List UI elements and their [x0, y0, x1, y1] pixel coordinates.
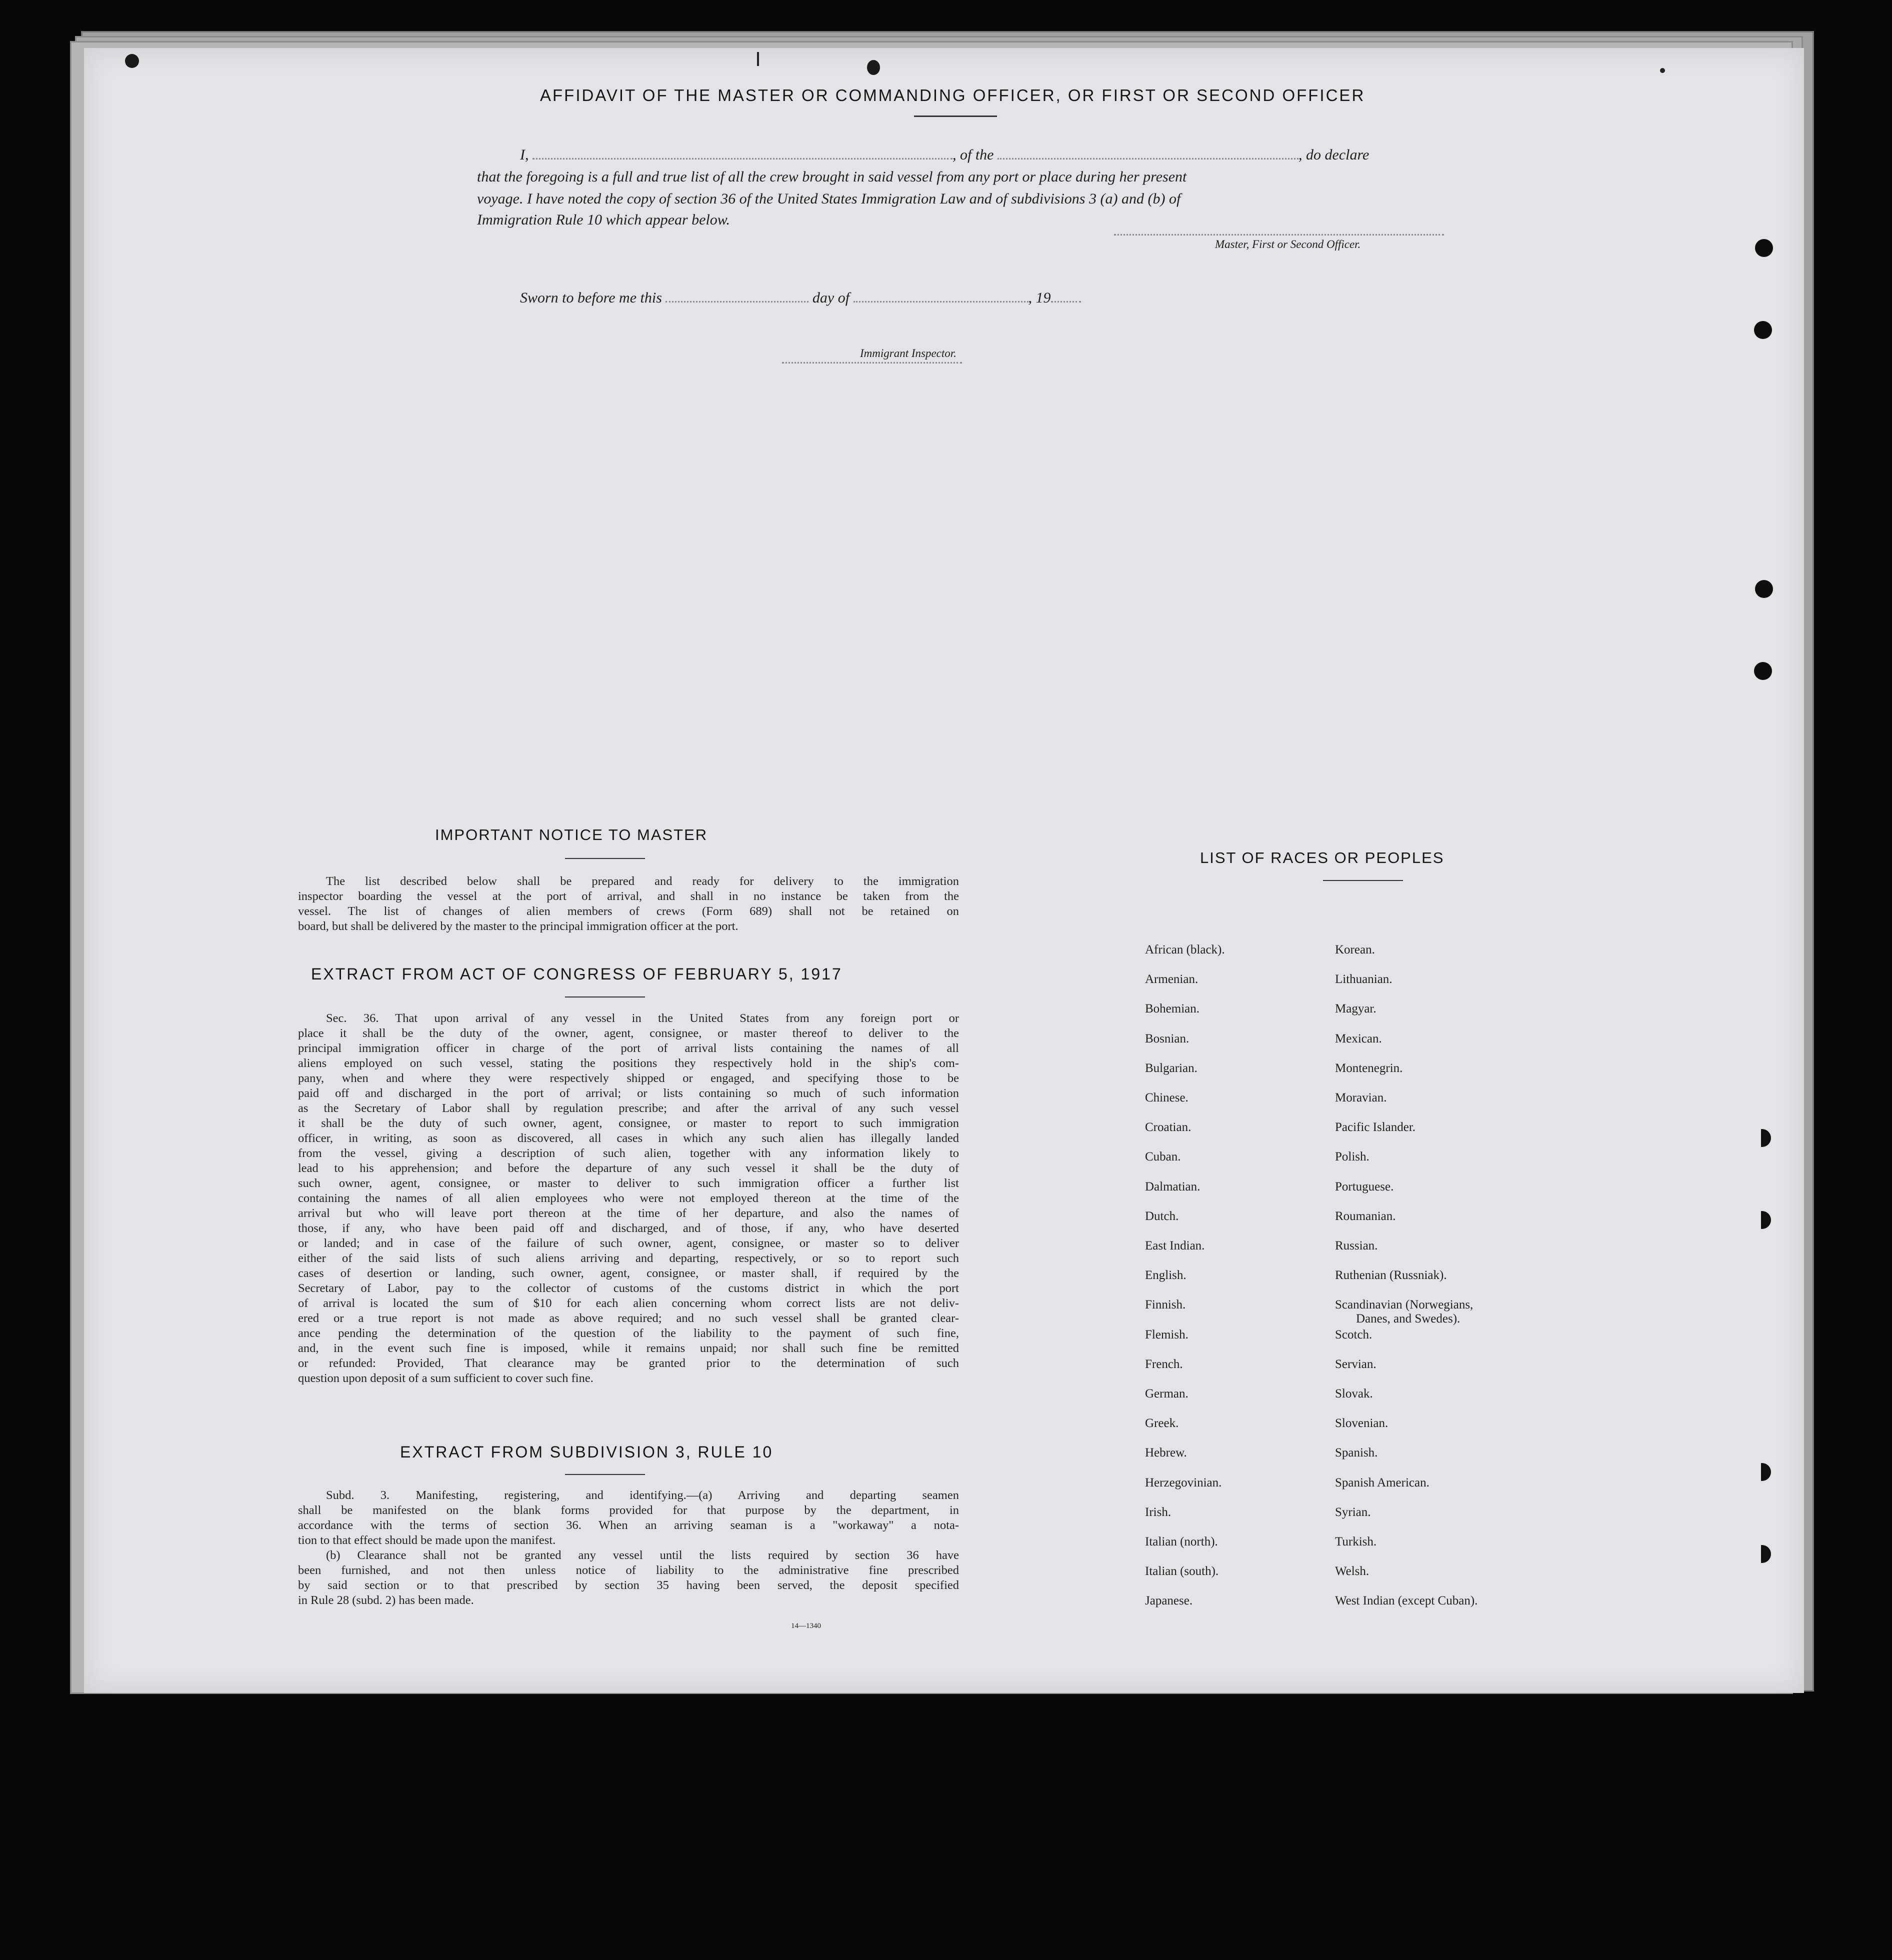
rule-line: been furnished, and not then unless notice of liability to the administrative fine prescribed: [298, 1564, 959, 1577]
scan-artifact: [1660, 68, 1665, 73]
race-item: Slovak.: [1335, 1387, 1373, 1400]
race-item: Croatian.: [1145, 1120, 1192, 1134]
act-line: place it shall be the duty of the owner, agent, consignee, or master thereof to deliver to the: [298, 1026, 959, 1040]
act-title: EXTRACT FROM ACT OF CONGRESS OF FEBRUARY 5, 1917: [311, 965, 842, 983]
rule-line: accordance with the terms of section 36. When an arriving seaman is a "workaway" a nota-: [298, 1518, 959, 1532]
binder-hole: [1753, 1545, 1771, 1563]
race-item: African (black).: [1145, 943, 1225, 956]
race-item: Slovenian.: [1335, 1416, 1388, 1430]
day-of-label: day of: [812, 290, 850, 306]
binder-hole: [1755, 239, 1773, 257]
race-item: East Indian.: [1145, 1239, 1205, 1252]
scan-artifact: [757, 52, 759, 66]
rule-line: in Rule 28 (subd. 2) has been made.: [298, 1594, 474, 1607]
rule-rule: [565, 1474, 645, 1475]
act-line: cases of desertion or landing, such owner, agent, consignee, or master shall, if required by the: [298, 1266, 959, 1280]
notice-line: inspector boarding the vessel at the port of arrival, and shall in no instance be taken from the: [298, 890, 959, 903]
act-rule: [565, 996, 645, 998]
top-mark: [867, 60, 880, 75]
notice-title: IMPORTANT NOTICE TO MASTER: [435, 826, 708, 844]
notice-line: The list described below shall be prepared and ready for delivery to the immigration: [326, 874, 959, 888]
race-item: Irish.: [1145, 1505, 1172, 1519]
act-line: aliens employed on such vessel, stating the positions they respectively hold in the ship's com-: [298, 1056, 959, 1070]
corner-mark: [125, 54, 139, 68]
race-item: Servian.: [1335, 1357, 1376, 1371]
race-item: Syrian.: [1335, 1505, 1371, 1519]
act-line: those, if any, who have been paid off and discharged, and of those, if any, who have deserted: [298, 1222, 959, 1235]
form-number: 14—1340: [791, 1622, 821, 1630]
race-item: Bohemian.: [1145, 1002, 1200, 1016]
race-item: Ruthenian (Russniak).: [1335, 1268, 1447, 1282]
binder-hole: [1755, 580, 1773, 598]
act-line: from the vessel, giving a description of such alien, together with any information likely to: [298, 1146, 959, 1160]
affidavit-title: AFFIDAVIT OF THE MASTER OR COMMANDING OFFICER, OR FIRST OR SECOND OFFICER: [540, 86, 1366, 104]
rule-line: Subd. 3. Manifesting, registering, and identifying.—(a) Arriving and departing seamen: [326, 1488, 959, 1502]
act-line: lead to his apprehension; and before the departure of any such vessel it shall be the duty of: [298, 1162, 959, 1175]
affidavit-declare: , do declare: [1298, 146, 1370, 163]
race-item: French.: [1145, 1357, 1183, 1371]
race-item: Magyar.: [1335, 1002, 1376, 1016]
race-item: Polish.: [1335, 1150, 1370, 1164]
act-line: Secretary of Labor, pay to the collector of customs of the customs district in which the port: [298, 1282, 959, 1295]
binder-hole: [1754, 321, 1772, 339]
race-item: Mexican.: [1335, 1032, 1382, 1046]
act-line: or refunded: Provided, That clearance may be granted prior to the determination of such: [298, 1356, 959, 1370]
act-paragraph: [298, 1011, 959, 1386]
act-line: ered or a true report is not made as above required; and no such vessel shall be granted clear-: [298, 1312, 959, 1325]
sworn-day-field[interactable]: [666, 301, 808, 302]
scanned-page: [84, 48, 1804, 1693]
race-item-continuation: Danes, and Swedes).: [1356, 1312, 1460, 1326]
race-item: Greek.: [1145, 1416, 1179, 1430]
race-item: German.: [1145, 1387, 1188, 1400]
act-line: of arrival is located the sum of $10 for each alien concerning whom correct lists are not deliv-: [298, 1296, 959, 1310]
rule-title: EXTRACT FROM SUBDIVISION 3, RULE 10: [400, 1443, 774, 1461]
title-rule: [914, 116, 997, 117]
races-rule: [1323, 880, 1403, 881]
affidavit-i: I,: [520, 146, 529, 163]
race-item: West Indian (except Cuban).: [1335, 1594, 1478, 1608]
act-line: and, in the event such fine is imposed, while it remains unpaid; nor shall such fine be remitted: [298, 1342, 959, 1355]
act-line: either of the said lists of such aliens arriving and departing, respectively, or so to report such: [298, 1252, 959, 1265]
race-item: Welsh.: [1335, 1564, 1370, 1578]
race-item: Dutch.: [1145, 1209, 1179, 1223]
vessel-field[interactable]: [998, 158, 1298, 160]
act-line: such owner, agent, consignee, or master to deliver to such immigration officer a further list: [298, 1176, 959, 1190]
master-signature-field[interactable]: [1114, 234, 1444, 236]
rule-paragraph: [298, 1488, 959, 1608]
sworn-label: Sworn to before me this: [520, 290, 662, 306]
notice-line: vessel. The list of changes of alien members of crews (Form 689) shall not be retained on: [298, 904, 959, 918]
race-item: Japanese.: [1145, 1594, 1193, 1608]
race-item: Bulgarian.: [1145, 1061, 1198, 1075]
race-item: Spanish American.: [1335, 1476, 1430, 1490]
rule-line: shall be manifested on the blank forms provided for that purpose by the department, in: [298, 1504, 959, 1517]
race-item: Flemish.: [1145, 1328, 1188, 1342]
race-item: Finnish.: [1145, 1298, 1186, 1312]
race-item: Hebrew.: [1145, 1446, 1187, 1460]
rule-line: (b) Clearance shall not be granted any vessel until the lists required by section 36 have: [326, 1548, 959, 1562]
race-item: Turkish.: [1335, 1535, 1377, 1548]
act-line: arrival but who will leave port thereon at the time of her departure, and also the names of: [298, 1206, 959, 1220]
name-field[interactable]: [532, 158, 952, 160]
affidavit-of-the: , of the: [952, 146, 994, 163]
race-item: Armenian.: [1145, 972, 1198, 986]
race-item: Korean.: [1335, 943, 1375, 956]
notice-line: board, but shall be delivered by the master to the principal immigration officer at the port.: [298, 920, 738, 933]
race-item: Chinese.: [1145, 1091, 1188, 1104]
act-line: pany, when and where they were respectively shipped or engaged, and specifying those to be: [298, 1072, 959, 1085]
race-item: Spanish.: [1335, 1446, 1378, 1460]
sworn-line: [520, 287, 1081, 309]
binder-hole: [1754, 662, 1772, 680]
act-line: containing the names of all alien employees who were not employed thereon at the time of the: [298, 1192, 959, 1205]
notice-paragraph: [298, 874, 959, 934]
race-item: Roumanian.: [1335, 1209, 1396, 1223]
race-item: Dalmatian.: [1145, 1180, 1200, 1194]
act-line: principal immigration officer in charge of the port of arrival lists containing the names of all: [298, 1042, 959, 1055]
master-signature-label: Master, First or Second Officer.: [1215, 238, 1361, 250]
sworn-month-field[interactable]: [854, 301, 1028, 302]
rule-line: tion to that effect should be made upon the manifest.: [298, 1534, 556, 1547]
year-prefix: , 19: [1028, 290, 1051, 306]
affidavit-line-3: voyage. I have noted the copy of section 36 of the United States Immigration Law and of subdivisions 3 (a) and (b) of: [477, 190, 1181, 207]
inspector-label: Immigrant Inspector.: [860, 347, 956, 360]
race-item: Portuguese.: [1335, 1180, 1394, 1194]
race-item: Pacific Islander.: [1335, 1120, 1416, 1134]
affidavit-line-1: [520, 144, 1369, 166]
act-line: Sec. 36. That upon arrival of any vessel in the United States from any foreign port or: [326, 1012, 959, 1025]
binder-hole: [1753, 1463, 1771, 1481]
race-item: English.: [1145, 1268, 1186, 1282]
sworn-year-field[interactable]: [1051, 301, 1081, 302]
race-item: Scotch.: [1335, 1328, 1372, 1342]
affidavit-line-2: that the foregoing is a full and true list of all the crew brought in said vessel from any port or place during her present: [477, 168, 1187, 185]
race-item: Italian (south).: [1145, 1564, 1219, 1578]
act-line: paid off and discharged in the port of arrival; or lists containing so much of such information: [298, 1086, 959, 1100]
binder-hole: [1753, 1129, 1771, 1147]
inspector-signature-field[interactable]: [782, 362, 962, 364]
race-item: Italian (north).: [1145, 1535, 1218, 1548]
act-line: ance pending the determination of the question of the liability to the payment of such fine,: [298, 1326, 959, 1340]
race-item: Herzegovinian.: [1145, 1476, 1222, 1490]
act-line: question upon deposit of a sum sufficient to cover such fine.: [298, 1372, 594, 1385]
race-item: Bosnian.: [1145, 1032, 1190, 1046]
race-item: Russian.: [1335, 1239, 1378, 1252]
race-item: Montenegrin.: [1335, 1061, 1403, 1075]
binder-hole: [1753, 1211, 1771, 1229]
notice-rule: [565, 858, 645, 859]
act-line: as the Secretary of Labor shall by regulation prescribe; and after the arrival of any such vessel: [298, 1102, 959, 1115]
race-item: Lithuanian.: [1335, 972, 1392, 986]
rule-line: by said section or to that prescribed by section 35 having been served, the deposit specified: [298, 1578, 959, 1592]
act-line: it shall be the duty of such owner, agent, consignee, or master to report to such immigration: [298, 1116, 959, 1130]
act-line: officer, in writing, as soon as discovered, all cases in which any such alien has illegally landed: [298, 1132, 959, 1145]
affidavit-line-4: Immigration Rule 10 which appear below.: [477, 212, 730, 228]
race-item: Cuban.: [1145, 1150, 1181, 1164]
race-item: Scandinavian (Norwegians,: [1335, 1298, 1474, 1312]
races-title: LIST OF RACES OR PEOPLES: [1200, 849, 1444, 866]
act-line: or landed; and in case of the failure of such owner, agent, consignee, or master so to deliver: [298, 1236, 959, 1250]
race-item: Moravian.: [1335, 1091, 1387, 1104]
